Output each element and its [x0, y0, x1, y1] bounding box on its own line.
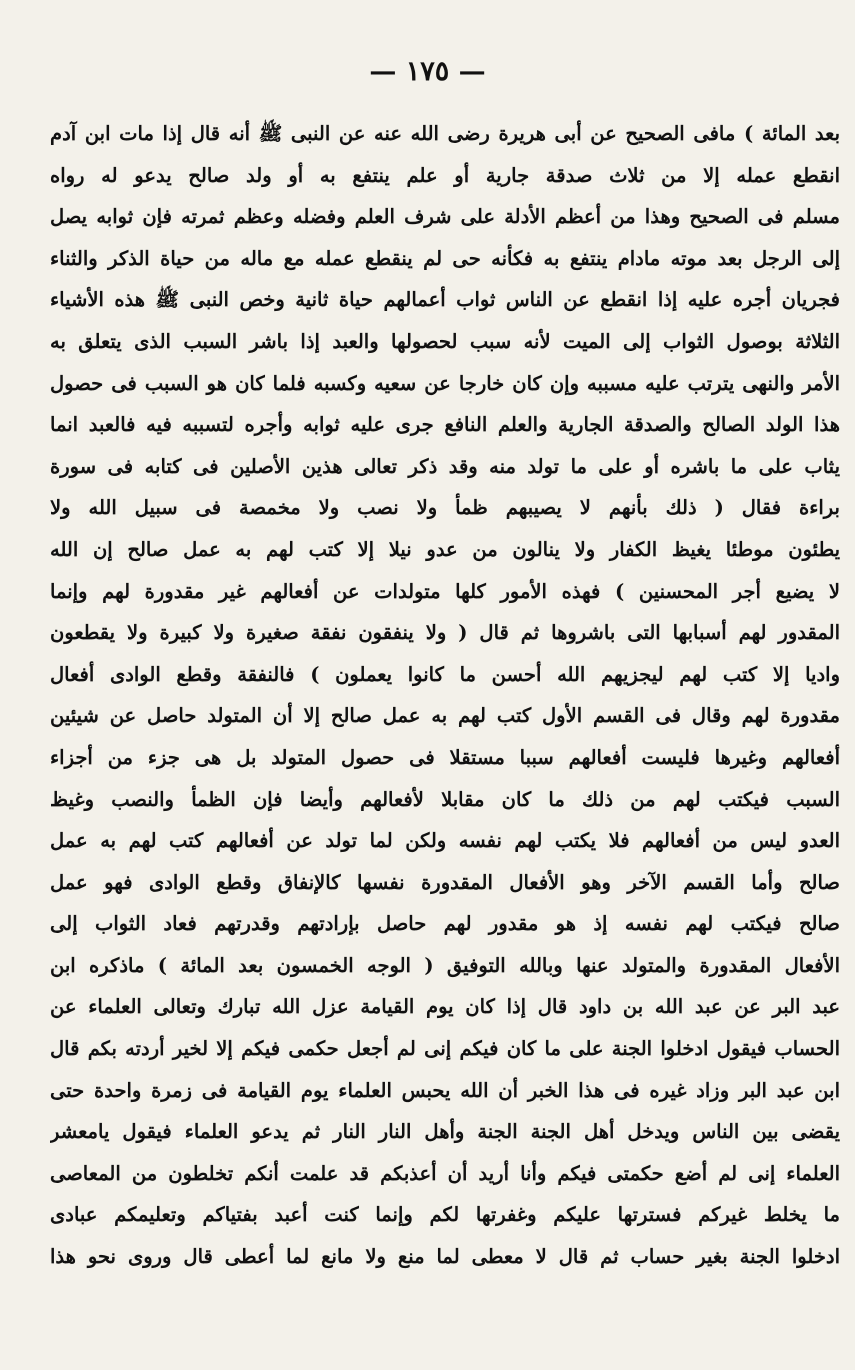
text-line: يثاب على ما باشره أو على ما تولد منه وقد ذكر تعالى هذين الأصلين فى كتابه فى سورة [50, 454, 840, 478]
text-line: ابن عبد البر وزاد غيره فى هذا الخبر أن الله يحبس العلماء يوم القيامة فى زمرة واحدة حتى [50, 1078, 840, 1102]
text-line: ما يخلط غيركم فسترتها عليكم وغفرتها لكم وإنما كنت أعبد بفتياكم وتعليمكم عبادى [50, 1203, 840, 1227]
text-line: يقضى بين الناس ويدخل أهل الجنة الجنة وأهل النار النار ثم يدعو العلماء فيقول يامعشر [50, 1120, 840, 1144]
text-line: لا يضيع أجر المحسنين ) فهذه الأمور كلها متولدات عن أفعالهم غير مقدورة لهم وإنما [50, 579, 840, 603]
text-line: إلى الرجل بعد موته مادام ينتفع به فكأنه حى لم ينقطع عمله مع ماله من حياة الذكر والثناء [50, 246, 840, 270]
text-line: يطئون موطئا يغيظ الكفار ولا ينالون من عدو نيلا إلا كتب لهم به عمل صالح إن الله [50, 537, 840, 561]
text-line: العدو ليس من أفعالهم فلا يكتب لهم نفسه ولكن لما تولد عن أفعالهم كتب لهم به عمل [50, 829, 840, 853]
text-line: السبب فيكتب لهم من ذلك ما كان مقابلا لأفعالهم وأيضا فإن الظمأ والنصب وغيظ [50, 787, 840, 811]
text-line: العلماء إنى لم أضع حكمتى فيكم وأنا أريد أن أعذبكم قد علمت أنكم تخلطون من المعاصى [50, 1161, 840, 1185]
text-line: الأمر والنهى يترتب عليه مسببه وإن كان خارجا عن سعيه وكسبه فلما كان هو السبب فى حصول [50, 371, 840, 395]
text-line: بعد المائة ) مافى الصحيح عن أبى هريرة رضى الله عنه عن النبى ﷺ أنه قال إذا مات ابن آدم [50, 122, 840, 145]
text-line: الأفعال المقدورة والمتولد عنها وبالله التوفيق ( الوجه الخمسون بعد المائة ) ماذكره ابن [50, 953, 840, 977]
text-line: براءة فقال ( ذلك بأنهم لا يصيبهم ظمأ ولا نصب ولا مخمصة فى سبيل الله ولا [50, 496, 840, 520]
body-text [50, 113, 840, 1278]
text-line: الثلاثة بوصول الثواب إلى الميت لأنه سبب لحصولها والعبد إذا باشر السبب الذى يتعلق به [50, 329, 840, 353]
text-line: عبد البر عن عبد الله بن داود قال إذا كان يوم القيامة عزل الله تبارك وتعالى العلماء عن [50, 995, 840, 1019]
text-line: ادخلوا الجنة بغير حساب ثم قال لا معطى لما منع ولا مانع لما أعطى قال وروى نحو هذا [50, 1245, 840, 1269]
text-line: مقدورة لهم وقال فى القسم الأول كتب لهم به عمل صالح إلا أن المتولد حاصل عن شيئين [50, 704, 840, 728]
text-line: أفعالهم وغيرها فليست أفعالهم سببا مستقلا فى حصول المتولد بل هى جزء من أجزاء [50, 745, 840, 769]
text-line: المقدور لهم أسبابها التى باشروها ثم قال ( ولا ينفقون نفقة صغيرة ولا كبيرة ولا يقطعون [50, 621, 840, 645]
text-line: فجريان أجره عليه إذا انقطع عن الناس ثواب أعمالهم حياة ثانية وخص النبى ﷺ هذه الأشياء [50, 288, 840, 312]
text-line: انقطع عمله إلا من ثلاث صدقة جارية أو علم ينتفع به أو ولد صالح يدعو له رواه [50, 163, 840, 187]
text-line: صالح وأما القسم الآخر وهو الأفعال المقدورة نفسها كالإنفاق وقطع الوادى فهو عمل [50, 870, 840, 894]
text-line: هذا الولد الصالح والصدقة الجارية والعلم النافع جرى عليه ثوابه وأجره لتسببه فيه فالعبد انما [50, 413, 840, 437]
text-line: واديا إلا كتب لهم ليجزيهم الله أحسن ما كانوا يعملون ) فالنفقة وقطع الوادى أفعال [50, 662, 840, 686]
text-line: مسلم فى الصحيح وهذا من أعظم الأدلة على شرف العلم وفضله وعظم ثمرته فإن ثوابه يصل [50, 205, 840, 229]
text-line: الحساب فيقول ادخلوا الجنة على ما كان فيكم إنى لم أجعل حكمى فيكم إلا لخير أردته بكم قال [50, 1037, 840, 1061]
text-line: صالح فيكتب لهم نفسه إذ هو مقدور لهم حاصل بإرادتهم وقدرتهم فعاد الثواب إلى [50, 912, 840, 936]
page-number: — ١٧٥ — [369, 56, 486, 87]
